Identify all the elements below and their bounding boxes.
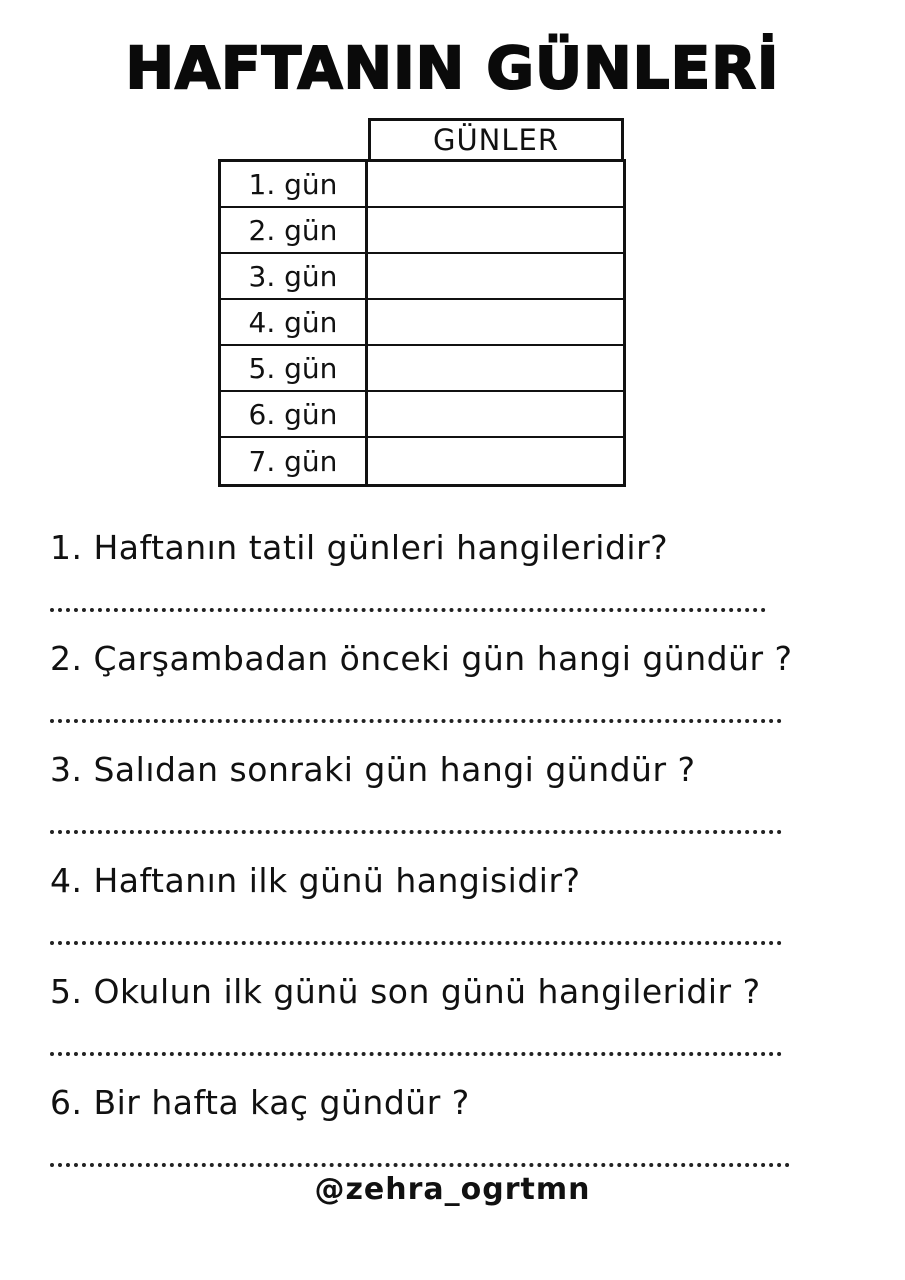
days-table (218, 118, 628, 484)
answer-cell[interactable] (368, 162, 623, 206)
table-row (221, 162, 623, 208)
table-rows (218, 159, 626, 487)
question-text: 5. Okulun ilk günü son günü hangileridir ? (50, 972, 761, 1011)
question-text: 1. Haftanın tatil günleri hangileridir? (50, 528, 669, 567)
row-label: 7. gün (221, 438, 368, 484)
author-handle: @zehra_ogrtmn (314, 1172, 591, 1207)
answer-dotted-line[interactable] (50, 1163, 790, 1167)
row-label: 3. gün (221, 254, 368, 298)
question-text: 6. Bir hafta kaç gündür ? (50, 1083, 470, 1122)
answer-cell[interactable] (368, 438, 623, 484)
worksheet-title: HAFTANIN GÜNLERİ (125, 34, 780, 102)
question-text: 4. Haftanın ilk günü hangisidir? (50, 861, 581, 900)
answer-cell[interactable] (368, 208, 623, 252)
row-label: 2. gün (221, 208, 368, 252)
questions-list (50, 520, 830, 1186)
table-row (221, 208, 623, 254)
question-item (50, 853, 830, 964)
question-item (50, 520, 830, 631)
table-row (221, 438, 623, 484)
answer-dotted-line[interactable] (50, 941, 782, 945)
row-label: 5. gün (221, 346, 368, 390)
answer-dotted-line[interactable] (50, 830, 782, 834)
question-text: 3. Salıdan sonraki gün hangi gündür ? (50, 750, 696, 789)
question-item (50, 1075, 830, 1186)
table-row (221, 254, 623, 300)
question-text: 2. Çarşambadan önceki gün hangi gündür ? (50, 639, 793, 678)
answer-cell[interactable] (368, 346, 623, 390)
answer-cell[interactable] (368, 300, 623, 344)
question-item (50, 742, 830, 853)
answer-cell[interactable] (368, 254, 623, 298)
answer-cell[interactable] (368, 392, 623, 436)
table-row (221, 300, 623, 346)
row-label: 4. gün (221, 300, 368, 344)
answer-dotted-line[interactable] (50, 719, 782, 723)
row-label: 1. gün (221, 162, 368, 206)
question-item (50, 964, 830, 1075)
table-row (221, 392, 623, 438)
answer-dotted-line[interactable] (50, 608, 766, 612)
row-label: 6. gün (221, 392, 368, 436)
table-header: GÜNLER (368, 118, 624, 162)
answer-dotted-line[interactable] (50, 1052, 782, 1056)
question-item (50, 631, 830, 742)
table-row (221, 346, 623, 392)
